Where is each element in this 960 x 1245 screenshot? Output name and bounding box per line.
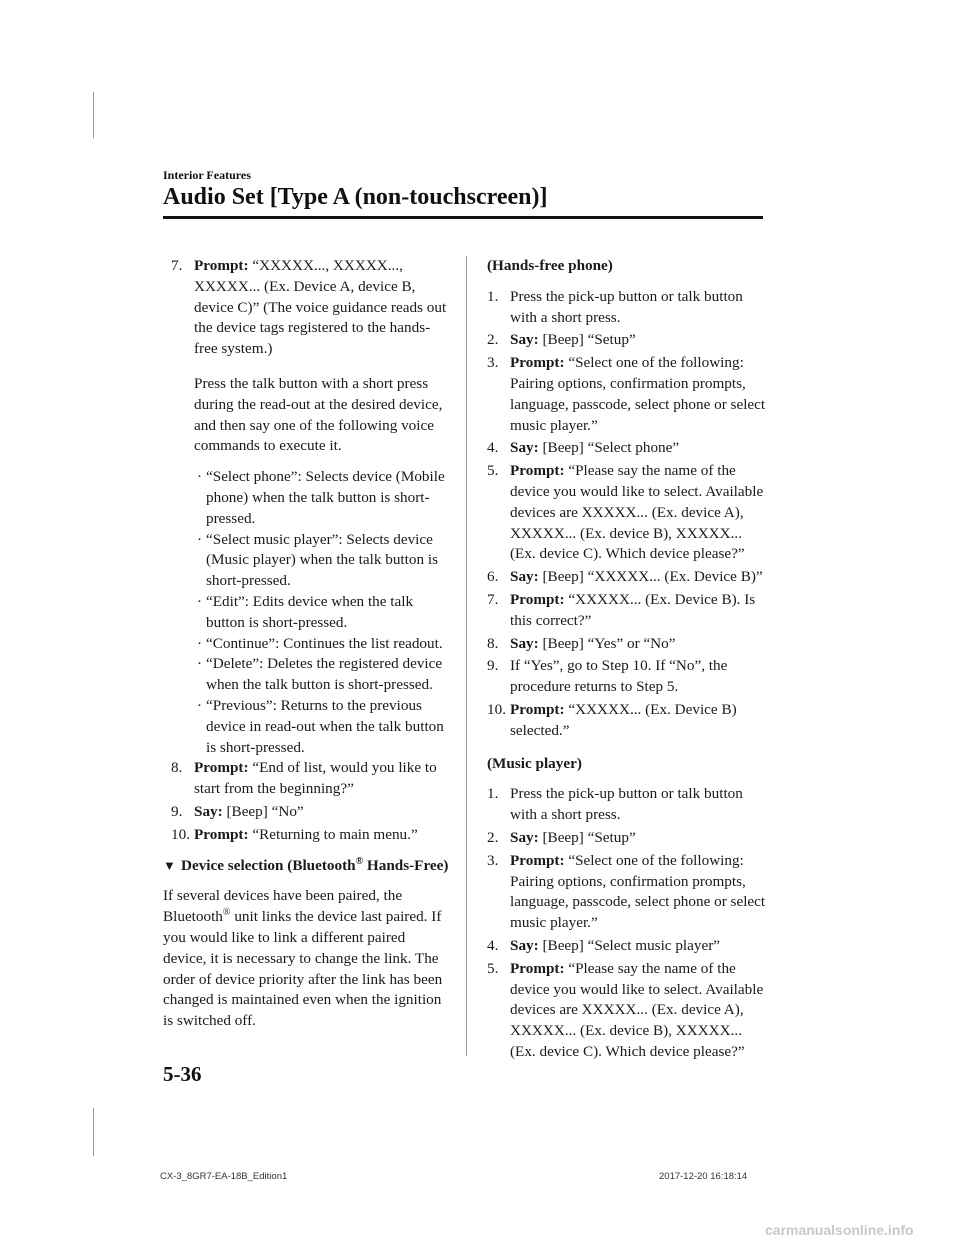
page-title: Audio Set [Type A (non-touchscreen)] (163, 184, 548, 210)
music-player-steps (487, 784, 769, 1062)
step-text: “XXXXX..., XXXXX..., XXXXX... (Ex. Device A, device B, device C)” (The voice guidance reads out the device tags registered to the hands-free system.) (194, 257, 447, 358)
step-label: Prompt: (510, 959, 565, 977)
step-8 (171, 758, 449, 800)
step-item (487, 567, 769, 588)
step-text: “Please say the name of the device you would like to select. Available devices are XXXXX... (Ex. device A), XXXXX... (Ex. device B), XXXXX... (Ex. device C). Which device please?” (510, 462, 764, 563)
step-item (487, 936, 769, 957)
step-text: [Beep] “No” (226, 802, 304, 820)
list-item-text: “Continue”: Continues the list readout. (206, 634, 443, 652)
step-label: Say: (510, 828, 539, 846)
list-item (171, 654, 449, 696)
step-item (487, 438, 769, 459)
step-text: “Please say the name of the device you would like to select. Available devices are XXXXX... (Ex. device A), XXXXX... (Ex. device B), XXXXX... (Ex. device C). Which device please?” (510, 959, 764, 1060)
bullet-mark: · (197, 655, 203, 673)
step-label: Prompt: (510, 590, 565, 608)
step-10 (171, 825, 449, 846)
left-column (163, 256, 449, 1032)
step-item (487, 656, 769, 698)
step-label: Say: (510, 568, 539, 586)
bullet-mark: · (197, 634, 203, 652)
step-text: [Beep] “Yes” or “No” (542, 634, 676, 652)
step-text: [Beep] “XXXXX... (Ex. Device B)” (542, 568, 763, 586)
bullet-mark: · (197, 592, 203, 610)
step-number: 2. (487, 331, 499, 349)
step-number: 1. (487, 785, 499, 803)
list-item (171, 467, 449, 529)
step-text: “XXXXX... (Ex. Device B) selected.” (510, 700, 737, 739)
step-text: “End of list, would you like to start from the beginning?” (194, 759, 437, 798)
step-number: 4. (487, 439, 499, 457)
step-number: 8. (171, 759, 183, 777)
step-text: Press the pick-up button or talk button with a short press. (510, 287, 743, 326)
body-paragraph (163, 886, 449, 1032)
step-item (487, 634, 769, 655)
step-label: Say: (510, 634, 539, 652)
list-item-text: “Previous”: Returns to the previous device in read-out when the talk button is short-pressed. (206, 696, 444, 756)
step-number: 10. (171, 825, 190, 843)
step-label: Prompt: (510, 851, 565, 869)
list-item (171, 696, 449, 758)
right-column (487, 256, 769, 1065)
title-rule (163, 216, 763, 219)
list-item-text: “Delete”: Deletes the registered device when the talk button is short-pressed. (206, 655, 443, 694)
crop-mark-bottom (93, 1108, 94, 1156)
step-text: Press the pick-up button or talk button with a short press. (510, 785, 743, 824)
step-item (487, 590, 769, 632)
step-number: 8. (487, 634, 499, 652)
step-7 (171, 256, 449, 457)
bullet-mark: · (197, 530, 203, 548)
step-number: 5. (487, 462, 499, 480)
list-item (171, 634, 449, 655)
step-number: 3. (487, 851, 499, 869)
step-item (487, 959, 769, 1063)
step-number: 5. (487, 959, 499, 977)
step-9 (171, 802, 449, 823)
step-text: If “Yes”, go to Step 10. If “No”, the procedure returns to Step 5. (510, 657, 728, 696)
footer-edition: CX-3_8GR7-EA-18B_Edition1 (160, 1171, 288, 1182)
step-label: Say: (510, 331, 539, 349)
step-label: Prompt: (510, 354, 565, 372)
command-list (171, 467, 449, 758)
step-label: Say: (194, 802, 223, 820)
step-number: 2. (487, 828, 499, 846)
subsection-heading-hands-free: (Hands-free phone) (487, 257, 613, 274)
footer-timestamp: 2017-12-20 16:18:14 (659, 1171, 748, 1182)
step-label: Say: (510, 936, 539, 954)
paragraph-text: If several devices have been paired, the Bluetooth (163, 887, 403, 926)
step-text: “XXXXX... (Ex. Device B). Is this correct?” (510, 590, 756, 629)
step-number: 4. (487, 936, 499, 954)
list-item (171, 592, 449, 634)
step-number: 7. (171, 257, 183, 274)
step-item (487, 851, 769, 934)
list-item-text: “Select music player”: Selects device (Music player) when the talk button is short-pressed. (206, 530, 438, 590)
list-item-text: “Edit”: Edits device when the talk button is short-pressed. (206, 592, 414, 631)
section-heading (163, 856, 449, 877)
step-number: 9. (487, 657, 499, 675)
step-label: Prompt: (194, 257, 249, 274)
step-paragraph: Press the talk button with a short press during the read-out at the desired device, and then say one of the following voice commands to execute it. (194, 374, 443, 455)
step-number: 3. (487, 354, 499, 372)
step-text: “Returning to main menu.” (252, 825, 418, 843)
column-divider (466, 256, 467, 1056)
step-number: 9. (171, 802, 183, 820)
heading-text-end: Hands-Free) (363, 856, 449, 874)
page-number: 5-36 (163, 1062, 202, 1086)
step-item (487, 287, 769, 329)
step-number: 1. (487, 287, 499, 305)
hands-free-steps (487, 287, 769, 742)
step-label: Prompt: (194, 825, 249, 843)
step-item (487, 330, 769, 351)
step-item (487, 700, 769, 742)
registered-mark: ® (222, 907, 231, 919)
step-label: Prompt: (510, 462, 565, 480)
step-text: [Beep] “Select music player” (542, 936, 721, 954)
step-text: “Select one of the following: Pairing options, confirmation prompts, language, passcode, select phone or select music player.” (510, 354, 766, 434)
step-text: “Select one of the following: Pairing options, confirmation prompts, language, passcode, select phone or select music player.” (510, 851, 766, 932)
step-number: 7. (487, 590, 499, 608)
step-label: Prompt: (194, 759, 249, 777)
step-text: [Beep] “Setup” (542, 828, 636, 846)
triangle-marker-icon: ▼ (163, 857, 176, 873)
step-label: Prompt: (510, 700, 565, 718)
section-label: Interior Features (163, 168, 251, 182)
step-item (487, 828, 769, 849)
step-item (487, 461, 769, 565)
step-number: 10. (487, 700, 506, 718)
crop-mark-top (93, 92, 94, 138)
heading-text: Device selection (Bluetooth (181, 856, 356, 874)
step-text: [Beep] “Setup” (542, 331, 636, 349)
bullet-mark: · (197, 468, 203, 486)
step-text: [Beep] “Select phone” (542, 439, 680, 457)
subsection-heading-music: (Music player) (487, 754, 582, 772)
registered-mark: ® (355, 855, 364, 867)
step-item (487, 353, 769, 436)
step-item (487, 784, 769, 826)
watermark: carmanualsonline.info (765, 1222, 914, 1238)
step-number: 6. (487, 568, 499, 586)
bullet-mark: · (197, 696, 203, 714)
paragraph-text-end: unit links the device last paired. If you would like to link a different paired device, it is necessary to change the link. The order of device priority after the link has been changed is maintained even when the ignition is switched off. (163, 908, 443, 1030)
step-label: Say: (510, 439, 539, 457)
list-item (171, 530, 449, 592)
list-item-text: “Select phone”: Selects device (Mobile phone) when the talk button is short-pressed. (206, 468, 445, 527)
